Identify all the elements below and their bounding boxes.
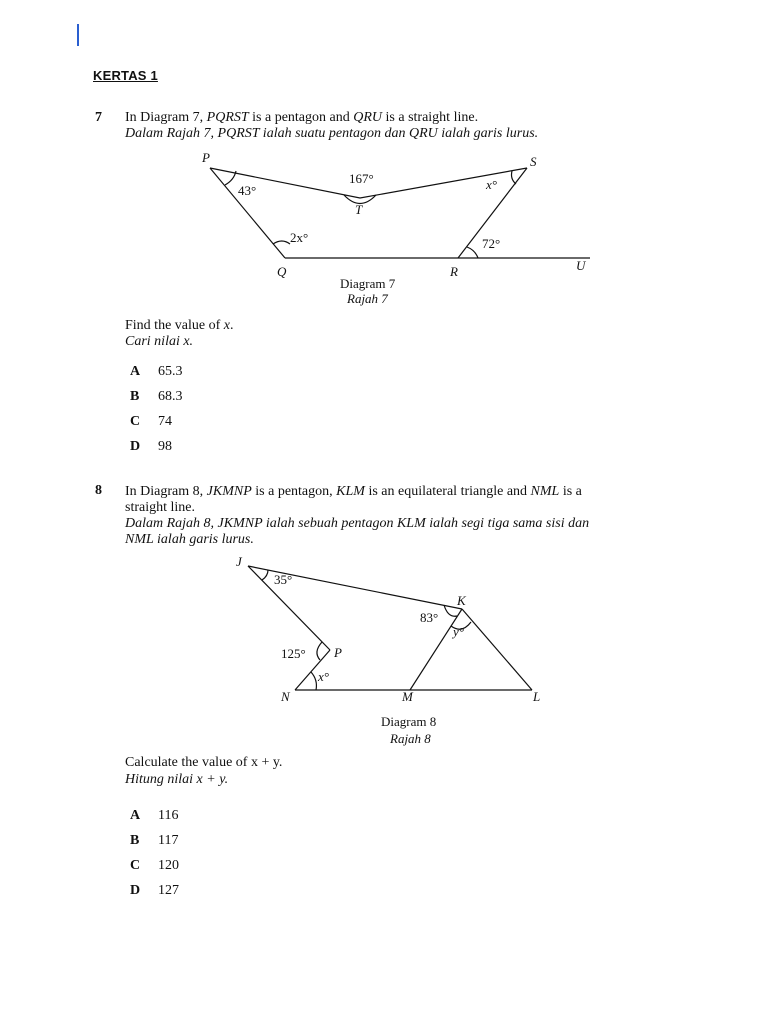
question-7-text-ms: Dalam Rajah 7, PQRST ialah suatu pentagon dan QRU ialah garis lurus. [125,126,539,141]
q8-option-d[interactable] [130,883,179,899]
question-7-instruction: Find the value of x. [125,318,234,333]
diagram-8-angle-P: 125° [281,646,306,661]
diagram-8-label-P: P [334,645,342,660]
diagram-7-angle-S: x° [486,177,497,192]
diagram-8-label-L: L [533,689,541,704]
diagram-7-angle-P: 43° [238,183,257,198]
option-value: 68.3 [158,389,183,404]
option-value: 65.3 [158,364,183,379]
diagram-8-label-K: K [457,593,466,608]
diagram-8-label-J: J [236,554,242,569]
option-letter: A [130,808,141,823]
diagram-7-angle-T: 167° [349,171,374,186]
diagram-7-label-U: U [576,258,586,273]
diagram-8-caption: Diagram 8 [381,714,437,729]
option-letter: D [130,883,141,898]
option-letter: C [130,414,141,429]
question-8-text-ms: Dalam Rajah 8, JKMNP ialah sebuah pentagon KLM ialah segi tiga sama sisi dan [125,516,590,531]
diagram-7-caption-ms: Rajah 7 [347,291,388,306]
diagram-8-label-M: M [402,689,413,704]
question-7-instruction-ms: Cari nilai x. [125,334,194,349]
q8-option-b[interactable] [130,833,178,849]
diagram-7-angle-R: 72° [482,236,501,251]
diagram-8-arc-N [311,672,316,690]
question-8-text-ms-cont: NML ialah garis lurus. [125,532,254,547]
q8-option-a[interactable] [130,808,178,824]
option-value: 120 [158,858,179,873]
diagram-7-label-S: S [530,154,537,169]
diagram-8-edge-KL [462,609,532,690]
diagram-7-caption: Diagram 7 [340,276,396,291]
option-value: 117 [158,833,179,848]
diagram-7-angle-Q: 2x° [290,230,309,245]
diagram-8-angle-K-inner: y° [453,624,464,639]
diagram-8-angle-J: 35° [274,572,293,587]
diagram-7-label-P: P [202,150,210,165]
option-value: 116 [158,808,179,823]
option-value: 127 [158,883,179,898]
question-7-text-en: In Diagram 7, PQRST is a pentagon and QRU is a straight line. [125,110,479,125]
diagram-7-label-Q: Q [277,264,287,279]
question-8-instruction: Calculate the value of x + y. [125,755,283,770]
option-letter: B [130,833,140,848]
diagram-7-label-R: R [450,264,458,279]
question-8-instruction-ms: Hitung nilai x + y. [125,772,229,787]
option-letter: D [130,439,141,454]
question-8-number: 8 [95,483,102,498]
question-8-text-en: In Diagram 8, JKMNP is a pentagon, KLM is an equilateral triangle and NML is a [125,484,582,499]
option-letter: B [130,389,140,404]
diagram-8-caption-ms: Rajah 8 [390,731,431,746]
diagram-8-angle-N: x° [318,669,329,684]
q8-option-c[interactable] [130,858,179,874]
diagram-8-label-N: N [281,689,290,704]
section-title: KERTAS 1 [93,68,158,83]
option-letter: A [130,364,141,379]
diagram-8-arc-P [317,642,322,660]
option-value: 98 [158,439,172,454]
diagram-8-angle-K: 83° [420,610,439,625]
question-8-text-en-cont: straight line. [125,500,195,515]
question-7-number: 7 [95,110,102,125]
option-letter: C [130,858,141,873]
option-value: 74 [158,414,172,429]
diagram-8-arc-J [262,570,268,580]
diagram-7-label-T: T [355,202,363,217]
